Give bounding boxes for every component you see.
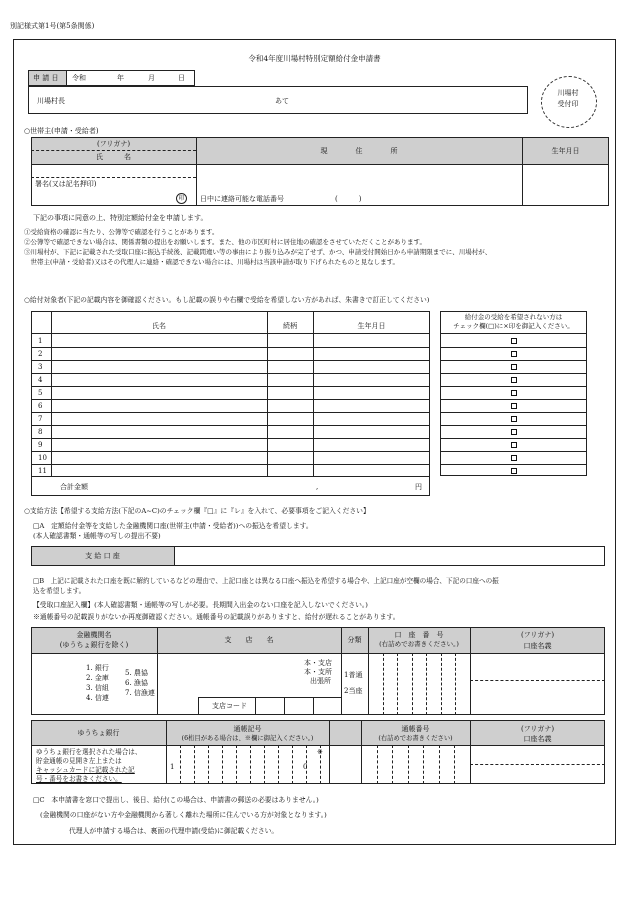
option-c-text[interactable]: □C 本申請書を窓口で提出し、後日、給付(この場合は、申請書の郵送の必要はありません。) <box>33 796 319 804</box>
decline-header-1: 給付金の受給を希望されない方は <box>464 313 563 321</box>
recipients-section-title: ○給付対象者(下記の記載内容を御確認ください。もし記載の誤りや右欄で受給を希望しない方があれば、朱書きで訂正してください) <box>24 296 430 304</box>
year-label: 年 <box>117 74 124 82</box>
yucho-label: ゆうちょ銀行 <box>77 729 120 737</box>
number-note: (右詰めでお書きください) <box>378 735 453 742</box>
option-a-note: (本人確認書類・通帳等の写しの提出不要) <box>33 532 161 540</box>
signature-label: 署名(又は記名押印) <box>35 180 97 188</box>
month-label: 月 <box>148 74 155 82</box>
branch-type-2: 本・支所 <box>304 668 332 676</box>
total-yen: 円 <box>415 483 422 491</box>
option-c-note: (金融機関の口座がない方や金融機関から著しく離れた場所に住んでいる方が対象となります。) <box>40 811 327 819</box>
yucho-note-2: 貯金通帳の見開き左上または <box>36 757 122 765</box>
option-a-text[interactable]: □A 定額給付金等を支給した金融機関口座(世帯主(申請・受給者))への振込を希望します。 <box>33 522 313 530</box>
recipient-row-number: 5 <box>38 389 43 397</box>
number-last-digit: 0 <box>303 763 308 771</box>
yucho-holder: 口座名義 <box>523 735 552 743</box>
decline-table <box>440 311 587 476</box>
addressee-suffix: あて <box>275 97 289 105</box>
col-birthdate: 生年月日 <box>357 322 386 330</box>
yucho-note-3: キャッシュカードに記載された記 <box>36 766 135 774</box>
branch-type-3: 出張所 <box>310 677 331 685</box>
note-2: ②公簿等で確認できない場合は、関係書類の提出をお願いします。また、他の市区町村に居住地の確認をさせていただくことがあります。 <box>24 238 426 246</box>
col-relation: 続柄 <box>283 322 297 330</box>
account-no-label: 口 座 番 号 <box>394 631 444 639</box>
warning-text: ※通帳番号の記載誤りがないか再度御確認ください。通帳番号の記載誤りがありますと、給付が遅れることがあります。 <box>33 613 400 621</box>
symbol-note: (6桁目がある場合は、※欄に御記入ください。) <box>181 735 314 742</box>
era-label: 令和 <box>72 74 86 82</box>
recipient-row-number: 11 <box>38 467 47 475</box>
address-label: 現 住 所 <box>320 147 398 155</box>
bank-type-1: 1. 銀行 <box>86 664 109 672</box>
recipient-row-number: 2 <box>38 350 43 358</box>
decline-header-2: チェック欄(□)に×印を御記入ください。 <box>453 322 574 330</box>
addressee-name: 川場村長 <box>37 97 65 105</box>
note-1: ①受給資格の確認に当たり、公簿等で確認を行うことがあります。 <box>24 228 219 236</box>
stamp-line2: 受付印 <box>557 100 579 108</box>
recipient-row-number: 3 <box>38 363 43 371</box>
bank-type-7: 7. 信漁連 <box>125 689 155 697</box>
symbol-label: 通帳記号 <box>233 725 262 733</box>
bank-name-label: 金融機関名 <box>76 631 112 639</box>
type-label: 分類 <box>347 636 362 644</box>
total-label: 合計金額 <box>60 483 88 491</box>
branch-code-label: 支店コード <box>212 702 247 710</box>
yucho-furigana: (フリガナ) <box>520 725 555 733</box>
account-type-1: 1普通 <box>344 671 363 679</box>
bank-type-2: 2. 金庫 <box>86 674 109 682</box>
name-label: 氏 名 <box>96 153 131 161</box>
col-name: 氏名 <box>152 322 166 330</box>
branch-label: 支 店 名 <box>224 636 274 644</box>
form-number: 別記様式第1号(第5条関係) <box>10 22 95 30</box>
agreement-text: 下記の事項に同意の上、特別定額給付金を申請します。 <box>33 214 208 222</box>
recipient-row-number: 8 <box>38 428 43 436</box>
yucho-note-1: ゆうちょ銀行を選択された場合は、 <box>36 748 142 756</box>
application-date-label: 申 請 日 <box>33 74 59 82</box>
day-label: 日 <box>178 74 185 82</box>
account-no-note: (右詰めでお書きください。) <box>379 640 459 648</box>
receiving-header: 【受取口座記入欄】(本人確認書類・通帳等の写しが必要。長期間入出金のない口座を記入しないでください。) <box>33 601 368 609</box>
recipient-row-number: 9 <box>38 441 43 449</box>
bank-type-5: 5. 農協 <box>125 669 148 677</box>
furigana-label: (フリガナ) <box>96 140 131 148</box>
recipients-table <box>31 311 430 496</box>
symbol-first-digit: 1 <box>170 763 175 771</box>
householder-section-title: ○世帯主(申請・受給者) <box>24 127 99 135</box>
note-4: 世帯主(申請・受給者)又はその代理人に連絡・確認できない場合には、川場村は当該申請が取り下げられたものと見なします。 <box>24 258 400 266</box>
form-title: 令和4年度川場村特別定額給付金申請書 <box>248 54 381 63</box>
bank-name-sub: (ゆうちょ銀行を除く) <box>59 641 129 649</box>
payment-section-title: ○支給方法【希望する支給方法(下記のA~C)のチェック欄『□』に『レ』を入れて、必要事項をご記入ください】 <box>24 507 370 515</box>
recipient-row-number: 6 <box>38 402 43 410</box>
branch-type-1: 本・支店 <box>304 659 332 667</box>
asterisk-mark: ※ <box>317 748 323 756</box>
option-b-note: 込を希望します。 <box>33 587 86 595</box>
birthdate-label: 生年月日 <box>551 147 580 155</box>
number-label: 通帳番号 <box>401 725 430 733</box>
yucho-note-4: 号・番号をお書きください。 <box>36 775 122 783</box>
account-label: 支 給 口 座 <box>85 552 120 560</box>
total-comma: , <box>316 483 319 491</box>
recipient-row-number: 7 <box>38 415 43 423</box>
seal-mark: 印 <box>176 193 187 204</box>
recipient-row-number: 1 <box>38 337 43 345</box>
bank-type-6: 6. 漁協 <box>125 679 148 687</box>
recipient-row-number: 4 <box>38 376 43 384</box>
bank-holder-label: 口座名義 <box>523 642 552 650</box>
proxy-note: 代理人が申請する場合は、裏面の代理申請(受給)に御記載ください。 <box>69 827 279 835</box>
option-b-text[interactable]: □B 上記に記載された口座を既に解約しているなどの理由で、上記口座とは異なる口座へ振込を希望する場合や、上記口座が空欄の場合、下記の口座への振 <box>33 577 499 585</box>
stamp-line1: 川場村 <box>557 89 579 97</box>
note-3: ③川場村が、下記に記載された受取口座に振込手続後、記載間違い等の事由により振り込みが完了せず、かつ、申請受付開始日から申請期限までに、川場村が、 <box>24 248 492 256</box>
account-type-2: 2当座 <box>344 687 363 695</box>
bank-type-3: 3. 信組 <box>86 684 109 692</box>
recipient-row-number: 10 <box>38 454 47 462</box>
phone-label: 日中に連絡可能な電話番号 <box>200 195 284 203</box>
bank-furigana-label: (フリガナ) <box>520 631 555 639</box>
bank-type-4: 4. 信連 <box>86 694 109 702</box>
phone-paren: ( ) <box>335 195 362 203</box>
